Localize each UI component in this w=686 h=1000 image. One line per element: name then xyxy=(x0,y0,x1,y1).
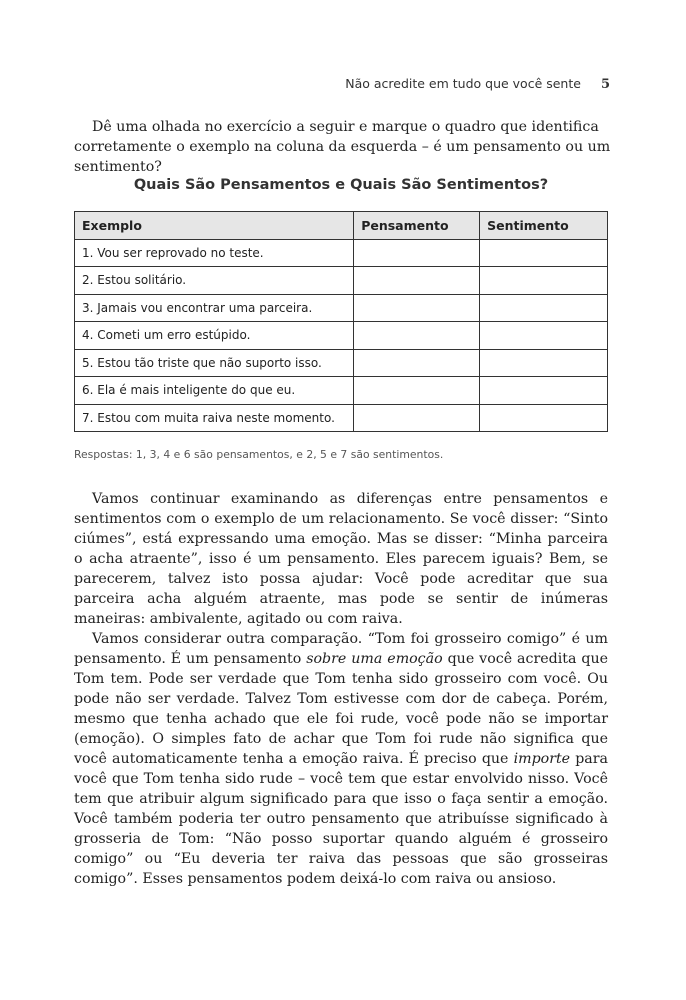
exercise-table xyxy=(74,211,608,432)
pensamento-checkbox-cell[interactable] xyxy=(354,377,480,405)
example-cell: 4. Cometi um erro estúpido. xyxy=(75,322,354,350)
column-header-pensamento: Pensamento xyxy=(354,212,480,240)
sentimento-checkbox-cell[interactable] xyxy=(480,377,608,405)
example-cell: 6. Ela é mais inteligente do que eu. xyxy=(75,377,354,405)
text-run: para você que Tom tenha sido rude – você tem que estar envolvido nisso. Você tem que atribuir algum significado para que isso o faça sentir a emoção. Você também poderia ter outro pensamento que atribuísse significado à grosseria de Tom: “Não posso suportar quando alguém é grosseiro comigo” ou “Eu deveria ter raiva das pessoas que são grosseiras comigo”. Esses pensamentos podem deixá-lo com raiva ou ansioso. xyxy=(74,751,609,887)
running-header xyxy=(345,76,610,92)
example-cell: 7. Estou com muita raiva neste momento. xyxy=(75,404,354,432)
exercise-title: Quais São Pensamentos e Quais São Sentimentos? xyxy=(133,177,549,193)
sentimento-checkbox-cell[interactable] xyxy=(480,322,608,350)
sentimento-checkbox-cell[interactable] xyxy=(480,349,608,377)
sentimento-checkbox-cell[interactable] xyxy=(480,267,608,295)
table-row xyxy=(75,349,608,377)
pensamento-checkbox-cell[interactable] xyxy=(354,239,480,267)
text-run: que você acredita que Tom tem. Pode ser verdade que Tom tenha sido grosseiro com você. Ou pode não ser verdade. Talvez Tom estivesse com dor de cabeça. Porém, mesmo que tenha achado que ele foi rude, você pode não se importar (emoção). O simples fato de achar que Tom foi rude não significa que você automaticamente tenha a emoção raiva. É preciso que xyxy=(74,651,608,767)
example-cell: 1. Vou ser reprovado no teste. xyxy=(75,239,354,267)
pensamento-checkbox-cell[interactable] xyxy=(354,404,480,432)
sentimento-checkbox-cell[interactable] xyxy=(480,239,608,267)
pensamento-checkbox-cell[interactable] xyxy=(354,294,480,322)
sentimento-checkbox-cell[interactable] xyxy=(480,404,608,432)
emphasis-text: importe xyxy=(513,751,571,767)
pensamento-checkbox-cell[interactable] xyxy=(354,349,480,377)
table-row xyxy=(75,322,608,350)
emphasis-text: sobre uma emoção xyxy=(306,651,443,667)
table-row xyxy=(75,239,608,267)
pensamento-checkbox-cell[interactable] xyxy=(354,267,480,295)
running-title: Não acredite em tudo que você sente xyxy=(345,76,581,91)
example-cell: 2. Estou solitário. xyxy=(75,267,354,295)
text-run: Vamos considerar outra comparação. “Tom foi grosseiro comigo” é um pensamento. É um pensamento xyxy=(74,631,608,667)
column-header-exemplo: Exemplo xyxy=(75,212,354,240)
sentimento-checkbox-cell[interactable] xyxy=(480,294,608,322)
example-cell: 3. Jamais vou encontrar uma parceira. xyxy=(75,294,354,322)
table-header-row xyxy=(75,212,608,240)
pensamento-checkbox-cell[interactable] xyxy=(354,322,480,350)
body-paragraph-2 xyxy=(74,629,608,889)
page-number: 5 xyxy=(600,77,610,92)
column-header-sentimento: Sentimento xyxy=(480,212,608,240)
answers-note: Respostas: 1, 3, 4 e 6 são pensamentos, e 2, 5 e 7 são sentimentos. xyxy=(74,448,444,461)
table-row xyxy=(75,377,608,405)
table-row xyxy=(75,404,608,432)
body-text xyxy=(74,489,608,889)
table-row xyxy=(75,267,608,295)
example-cell: 5. Estou tão triste que não suporto isso. xyxy=(75,349,354,377)
table-row xyxy=(75,294,608,322)
body-paragraph-1: Vamos continuar examinando as diferenças entre pensamentos e sentimentos com o exemplo de um relacionamento. Se você disser: “Sinto ciúmes”, está expressando uma emoção. Mas se disser: “Minha parceira o acha atraente”, isso é um pensamento. Eles parecem iguais? Bem, se parecerem, talvez isto possa ajudar: Você pode acreditar que sua parceira acha alguém atraente, mas pode se sentir de inúmeras maneiras: ambivalente, agitado ou com raiva. xyxy=(74,491,608,627)
intro-paragraph: Dê uma olhada no exercício a seguir e marque o quadro que identifica corretamente o exemplo na coluna da esquerda – é um pensamento ou um sentimento? xyxy=(74,119,611,175)
